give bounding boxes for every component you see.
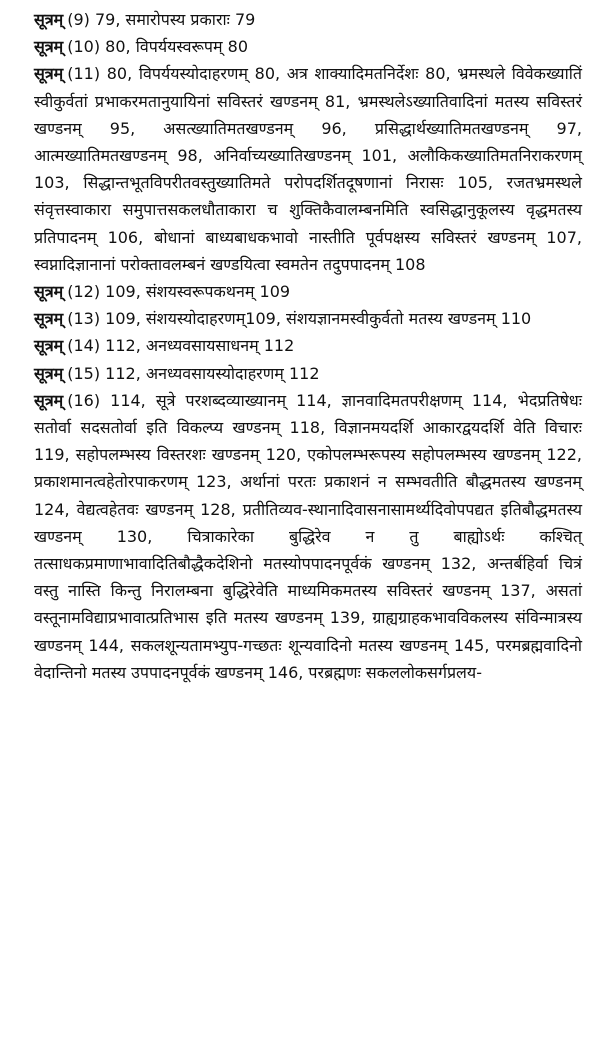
sutra-label: सूत्रम्: [34, 64, 64, 84]
sutra-text: 114, सूत्रे परशब्दव्याख्यानम् 114, ज्ञानवादिमतपरीक्षणम् 114, भेदप्रतिषेधः सतोर्वा सदसतोर्वा इति विकल्प्य खण्डनम् 118, विज्ञानमयदर्शि आकारद्वयदर्शि वेति विचारः 119, सहोपलम्भस्य विस्तरशः खण्डनम् 120, एकोपलम्भरूपस्य सहोपलम्भस्य खण्डनम् 122, प्रकाशमानत्वहेतोरपाकरणम् 123, अर्थानां परतः प्रकाशनं न सम्भवतीति बौद्धमतस्य खण्डनम् 124, वेद्यत्वहेतवः खण्डनम् 128, प्रतीतिव्यव-स्थानादिवासनासामर्थ्यदिवोपपद्यत इतिबौद्धमतस्य खण्डनम् 130, चित्राकारेका बुद्धिरेव न तु बाह्योऽर्थः कश्चित् तत्साधकप्रमाणाभावादितिबौद्धैकदेशिनो मतस्योपपादनपूर्वकं खण्डनम् 132, अन्तर्बहिर्वा चित्रं वस्तु नास्ति किन्तु निरालम्बना बुद्धिरेवेति माध्यमिकमतस्य सविस्तरं खण्डनम् 137, असतां वस्तूनामविद्याप्रभावात्प्रतिभास इति मतस्य खण्डनम् 139, ग्राह्यग्राहकभावविकलस्य संविन्मात्रस्य खण्डनम् 144, सकलशून्यतामभ्युप-गच्छतः शून्यवादिनो मतस्य खण्डनम् 145, परमब्रह्मवादिनो वेदान्तिनो मतस्य उपपादनपूर्वकं खण्डनम् 146, परब्रह्मणः सकललोकसर्गप्रलय-: [34, 390, 583, 682]
sutra-entry-12: [34, 278, 582, 305]
sutra-text: 109, संशयस्वरूपकथनम् 109: [105, 282, 291, 302]
sutra-label: सूत्रम्: [34, 363, 64, 383]
sutra-number: (14): [67, 336, 101, 356]
sutra-number: (11): [67, 64, 101, 84]
sutra-text: 79, समारोपस्य प्रकाराः 79: [94, 10, 256, 29]
sutra-number: (16): [67, 390, 101, 410]
sutra-entry-10: [34, 33, 582, 60]
sutra-number: (9): [67, 10, 90, 29]
sutra-label: सूत्रम्: [34, 282, 64, 302]
sutra-entry-14: [34, 332, 582, 359]
sutra-text: 112, अनध्यवसायस्योदाहरणम् 112: [105, 363, 320, 383]
sutra-entry-9: [34, 6, 582, 33]
sutra-entry-11: [34, 60, 582, 278]
sutra-number: (12): [67, 282, 101, 302]
sutra-entry-15: [34, 360, 582, 387]
sutra-entry-16: [34, 387, 582, 686]
sutra-label: सूत्रम्: [34, 10, 64, 29]
sutra-entry-13: [34, 305, 582, 332]
sutra-number: (15): [67, 363, 101, 383]
sutra-text: 109, संशयस्योदाहरणम्109, संशयज्ञानमस्वीकुर्वतो मतस्य खण्डनम् 110: [105, 309, 532, 329]
sutra-text: 80, विपर्ययस्योदाहरणम् 80, अत्र शाक्यादिमतनिर्देशः 80, भ्रमस्थले विवेकख्यातिं स्वीकुर्वतां प्रभाकरमतानुयायिनां सविस्तरं खण्डनम् 81, भ्रमस्थलेऽख्यातिवादिनां मतस्य सविस्तरं खण्डनम् 95, असत्ख्यातिमतखण्डनम् 96, प्रसिद्धार्थख्यातिमतखण्डनम् 97, आत्मख्यातिमतखण्डनम् 98, अनिर्वाच्यख्यातिखण्डनम् 101, अलौकिकख्यातिमतनिराकरणम् 103, सिद्धान्तभूतविपरीतवस्तुख्यातिमते परोपदर्शितदूषणानां निरासः 105, रजतभ्रमस्थले संवृत्तस्वाकारा समुपात्तसकलधौताकारा च शुक्तिकैवालम्बनमिति स्वसिद्धानुकूलस्य वृद्धमतस्य प्रतिपादनम् 106, बोधानां बाध्यबाधकभावो नास्तीति पूर्वपक्षस्य सविस्तरं खण्डनम् 107, स्वप्नादिज्ञानानां परोक्तावलम्बनं खण्डयित्वा स्वमतेन तदुपपादनम् 108: [34, 64, 582, 274]
sutra-label: सूत्रम्: [34, 37, 64, 57]
sutra-label: सूत्रम्: [34, 390, 64, 410]
sutra-text: 80, विपर्ययस्वरूपम् 80: [105, 37, 249, 57]
sutra-label: सूत्रम्: [34, 309, 64, 329]
sutra-text: 112, अनध्यवसायसाधनम् 112: [105, 336, 295, 356]
sutra-number: (13): [67, 309, 101, 329]
sutra-label: सूत्रम्: [34, 336, 64, 356]
sutra-number: (10): [67, 37, 101, 57]
